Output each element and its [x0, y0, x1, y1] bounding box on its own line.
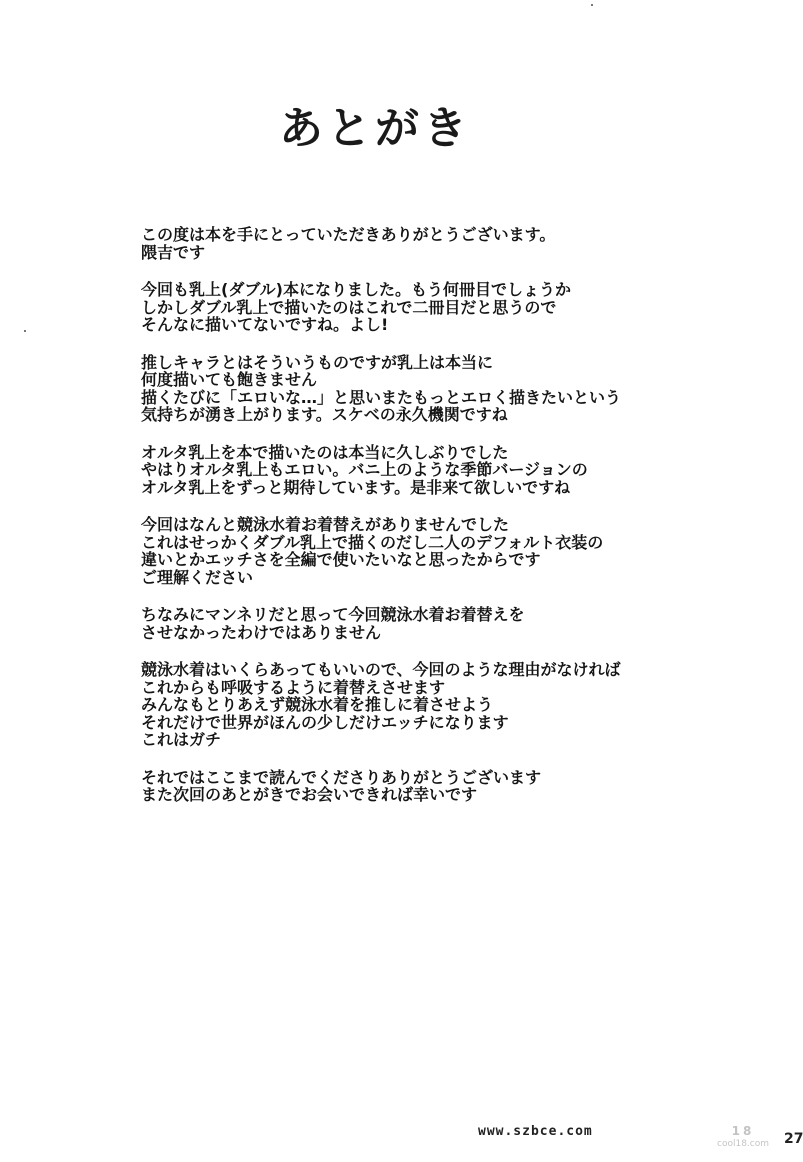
text-line: 何度描いても飽きません [141, 370, 318, 389]
watermark-site: cool18.com [717, 1139, 769, 1149]
watermark-logo [716, 1124, 770, 1154]
paragraph [141, 444, 661, 497]
text-line: やはりオルタ乳上もエロい。バニ上のような季節バージョンの [141, 460, 588, 479]
text-line: これはせっかくダブル乳上で描くのだし二人のデフォルト衣装の [141, 532, 604, 552]
page-title: あとがき [279, 103, 471, 154]
text-line: 描くたびに「エロいな…」と思いまたもっとエロく描きたいという [141, 387, 622, 407]
paragraph [141, 226, 661, 261]
watermark-number: 18 [731, 1124, 755, 1138]
text-line: 今回はなんと競泳水着お着替えがありませんでした [141, 515, 510, 534]
afterword-body [141, 226, 661, 824]
page-number: 27 [784, 1131, 803, 1147]
paragraph [141, 769, 661, 804]
text-line: 今回も乳上(ダブル)本になりました。もう何冊目でしょうか [141, 280, 571, 299]
paragraph [141, 661, 661, 749]
text-line: 違いとかエッチさを全編で使いたいなと思ったからです [141, 550, 541, 569]
text-line: オルタ乳上を本で描いたのは本当に久しぶりでした [141, 442, 509, 462]
text-line: これはガチ [141, 730, 222, 749]
scan-speck [24, 330, 26, 332]
text-line: そんなに描いてないですね。よし! [141, 315, 389, 334]
paragraph [141, 606, 661, 641]
text-line: ご理解ください [141, 567, 254, 587]
text-line: これからも呼吸するように着替えさせます [141, 677, 446, 697]
text-line: オルタ乳上をずっと期待しています。是非来て欲しいですね [141, 477, 571, 497]
paragraph [141, 516, 661, 586]
text-line: 隈吉です [141, 242, 206, 262]
text-line: また次回のあとがきでお会いできれば幸いです [141, 785, 478, 804]
text-line: 推しキャラとはそういうものですが乳上は本当に [141, 352, 494, 372]
paragraph [141, 354, 661, 424]
footer-url: www.szbce.com [478, 1124, 593, 1139]
text-line: させなかったわけではありません [141, 622, 382, 642]
scan-speck [591, 4, 593, 6]
text-line: 気持ちが湧き上がります。スケベの永久機関ですね [141, 405, 508, 424]
text-line: 競泳水着はいくらあってもいいので、今回のような理由がなければ [141, 660, 621, 679]
text-line: しかしダブル乳上で描いたのはこれで二冊目だと思うので [141, 297, 557, 317]
text-line: それではここまで読んでくださりありがとうございます [141, 767, 542, 787]
paragraph [141, 281, 661, 334]
text-line: みんなもとりあえず競泳水着を推しに着させよう [141, 695, 494, 714]
text-line: それだけで世界がほんの少しだけエッチになります [141, 712, 509, 732]
text-line: この度は本を手にとっていただきありがとうございます。 [141, 225, 556, 244]
text-line: ちなみにマンネリだと思って今回競泳水着お着替えを [141, 605, 525, 624]
